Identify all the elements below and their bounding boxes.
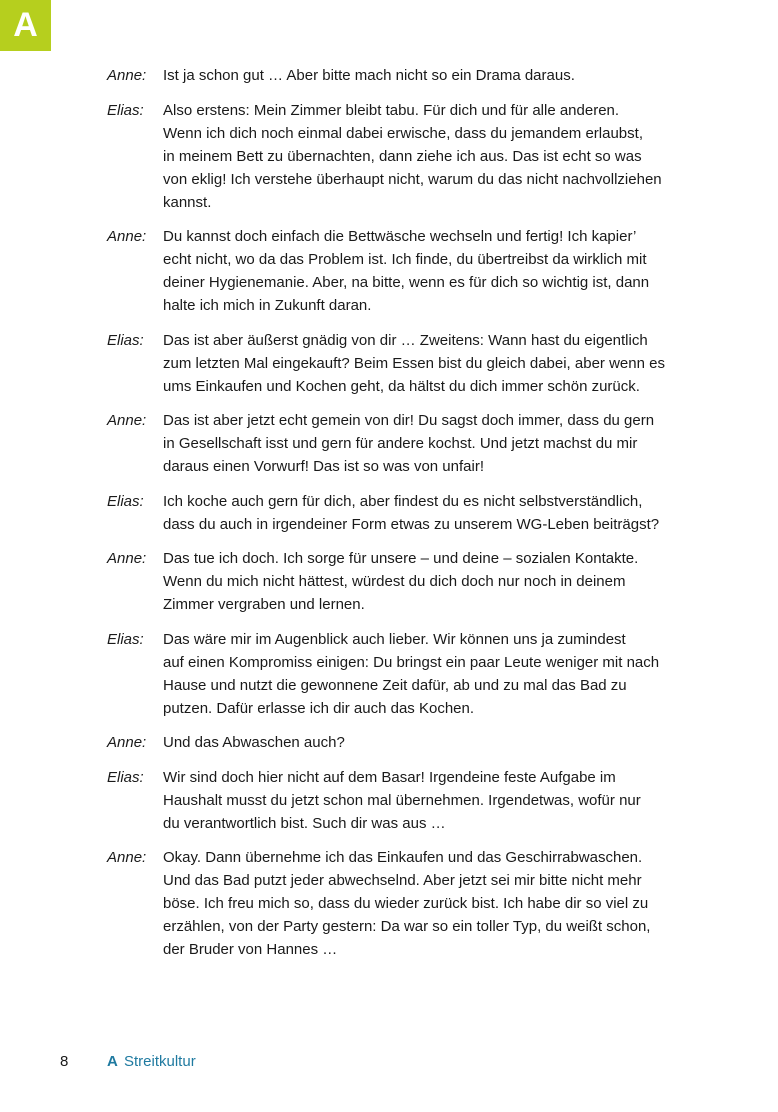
speech-line: Hause und nutzt die gewonnene Zeit dafür, ab und zu mal das Bad zu — [163, 676, 627, 694]
dialogue-turn — [107, 329, 697, 398]
speech-text — [163, 225, 697, 317]
speech-line: in meinem Bett zu übernachten, dann ziehe ich aus. Das ist echt so was — [163, 147, 642, 165]
dialogue-turn — [107, 409, 697, 478]
speech-line: der Bruder von Hannes … — [163, 941, 338, 958]
speaker-name: Elias: — [107, 101, 144, 119]
speaker-name: Anne: — [107, 67, 147, 84]
speech-line: dass du auch in irgendeiner Form etwas zu unserem WG-Leben beiträgst? — [163, 515, 660, 533]
speech-line: putzen. Dafür erlasse ich dir auch das Kochen. — [163, 699, 475, 717]
speech-line: deiner Hygienemanie. Aber, na bitte, wenn es für dich so wichtig ist, dann — [163, 274, 650, 291]
speech-line: Das tue ich doch. Ich sorge für unsere – und deine – sozialen Kontakte. — [163, 550, 639, 567]
speech-line: Ist ja schon gut … Aber bitte mach nicht so ein Drama daraus. — [163, 67, 575, 84]
page-footer — [0, 1050, 778, 1074]
speech-line: erzählen, von der Party gestern: Da war so ein toller Typ, du weißt schon, — [163, 918, 651, 935]
speaker-name: Anne: — [107, 228, 147, 245]
speech-line: auf einen Kompromiss einigen: Du bringst ein paar Leute weniger mit nach — [163, 653, 660, 671]
footer-chapter-title: Streitkultur — [124, 1053, 196, 1070]
dialogue-turn — [107, 846, 697, 961]
speech-line: böse. Ich freu mich so, dass du wieder zurück bist. Ich habe dir so viel zu — [163, 895, 649, 912]
speaker-name: Elias: — [107, 492, 144, 510]
speaker-name: Elias: — [107, 331, 144, 349]
dialogue-turn — [107, 731, 697, 754]
speech-line: Wir sind doch hier nicht auf dem Basar! Irgendeine feste Aufgabe im — [163, 768, 616, 786]
dialogue-turn — [107, 766, 697, 835]
speech-line: Wenn du mich nicht hättest, würdest du dich doch nur noch in deinem — [163, 573, 626, 590]
speech-line: Und das Bad putzt jeder abwechselnd. Aber jetzt sei mir bitte nicht mehr — [163, 872, 642, 889]
speech-line: Das wäre mir im Augenblick auch lieber. Wir können uns ja zumindest — [163, 630, 626, 648]
speech-text — [163, 846, 697, 961]
speech-text — [163, 731, 697, 754]
speech-text — [163, 766, 697, 835]
dialogue-turn — [107, 547, 697, 616]
speech-text — [163, 409, 697, 478]
speaker-name: Anne: — [107, 849, 147, 866]
page-number: 8 — [60, 1053, 69, 1070]
speech-line: Zimmer vergraben und lernen. — [163, 596, 365, 613]
dialogue-turn — [107, 490, 697, 536]
speaker-name: Anne: — [107, 412, 147, 429]
speech-text — [163, 628, 697, 720]
footer-chapter-letter: A — [107, 1053, 118, 1070]
speech-line: ums Einkaufen und Kochen geht, da hältst du dich immer schön zurück. — [163, 377, 640, 395]
dialogue-turn — [107, 628, 697, 720]
speech-line: zum letzten Mal eingekauft? Beim Essen bist du gleich dabei, aber wenn es — [163, 354, 665, 372]
speech-line: Haushalt musst du jetzt schon mal übernehmen. Irgendetwas, wofür nur — [163, 791, 641, 809]
dialogue-turn — [107, 99, 697, 214]
speaker-name: Anne: — [107, 550, 147, 567]
speaker-name: Anne: — [107, 734, 147, 751]
speech-text — [163, 547, 697, 616]
dialogue — [107, 64, 697, 973]
speech-line: Wenn ich dich noch einmal dabei erwische, dass du jemandem erlaubst, — [163, 124, 643, 142]
speech-line: Du kannst doch einfach die Bettwäsche wechseln und fertig! Ich kapier’ — [163, 228, 637, 245]
speech-line: halte ich mich in Zukunft daran. — [163, 297, 372, 314]
chapter-tab-letter: A — [13, 6, 38, 44]
speech-text — [163, 99, 697, 214]
speaker-name: Elias: — [107, 630, 144, 648]
speech-line: Also erstens: Mein Zimmer bleibt tabu. Für dich und für alle anderen. — [163, 101, 620, 119]
speech-text — [163, 329, 697, 398]
speech-line: daraus einen Vorwurf! Das ist so was von unfair! — [163, 458, 484, 475]
speech-line: Ich koche auch gern für dich, aber findest du es nicht selbstverständlich, — [163, 492, 643, 510]
speech-line: echt nicht, wo da das Problem ist. Ich finde, du übertreibst da wirklich mit — [163, 251, 647, 268]
chapter-tab — [0, 0, 51, 51]
speech-line: in Gesellschaft isst und gern für andere kochst. Und jetzt machst du mir — [163, 435, 638, 452]
speech-line: kannst. — [163, 193, 212, 211]
dialogue-turn — [107, 225, 697, 317]
speech-line: Das ist aber äußerst gnädig von dir … Zweitens: Wann hast du eigentlich — [163, 331, 648, 349]
speech-line: von eklig! Ich verstehe überhaupt nicht, warum du das nicht nachvollziehen — [163, 170, 662, 188]
speech-line: du verantwortlich bist. Such dir was aus … — [163, 814, 446, 832]
dialogue-turn — [107, 64, 697, 87]
speech-text — [163, 490, 697, 536]
speech-line: Und das Abwaschen auch? — [163, 734, 345, 751]
speech-line: Okay. Dann übernehme ich das Einkaufen und das Geschirrabwaschen. — [163, 849, 643, 866]
speaker-name: Elias: — [107, 768, 144, 786]
speech-text — [163, 64, 697, 87]
speech-line: Das ist aber jetzt echt gemein von dir! Du sagst doch immer, dass du gern — [163, 412, 655, 429]
